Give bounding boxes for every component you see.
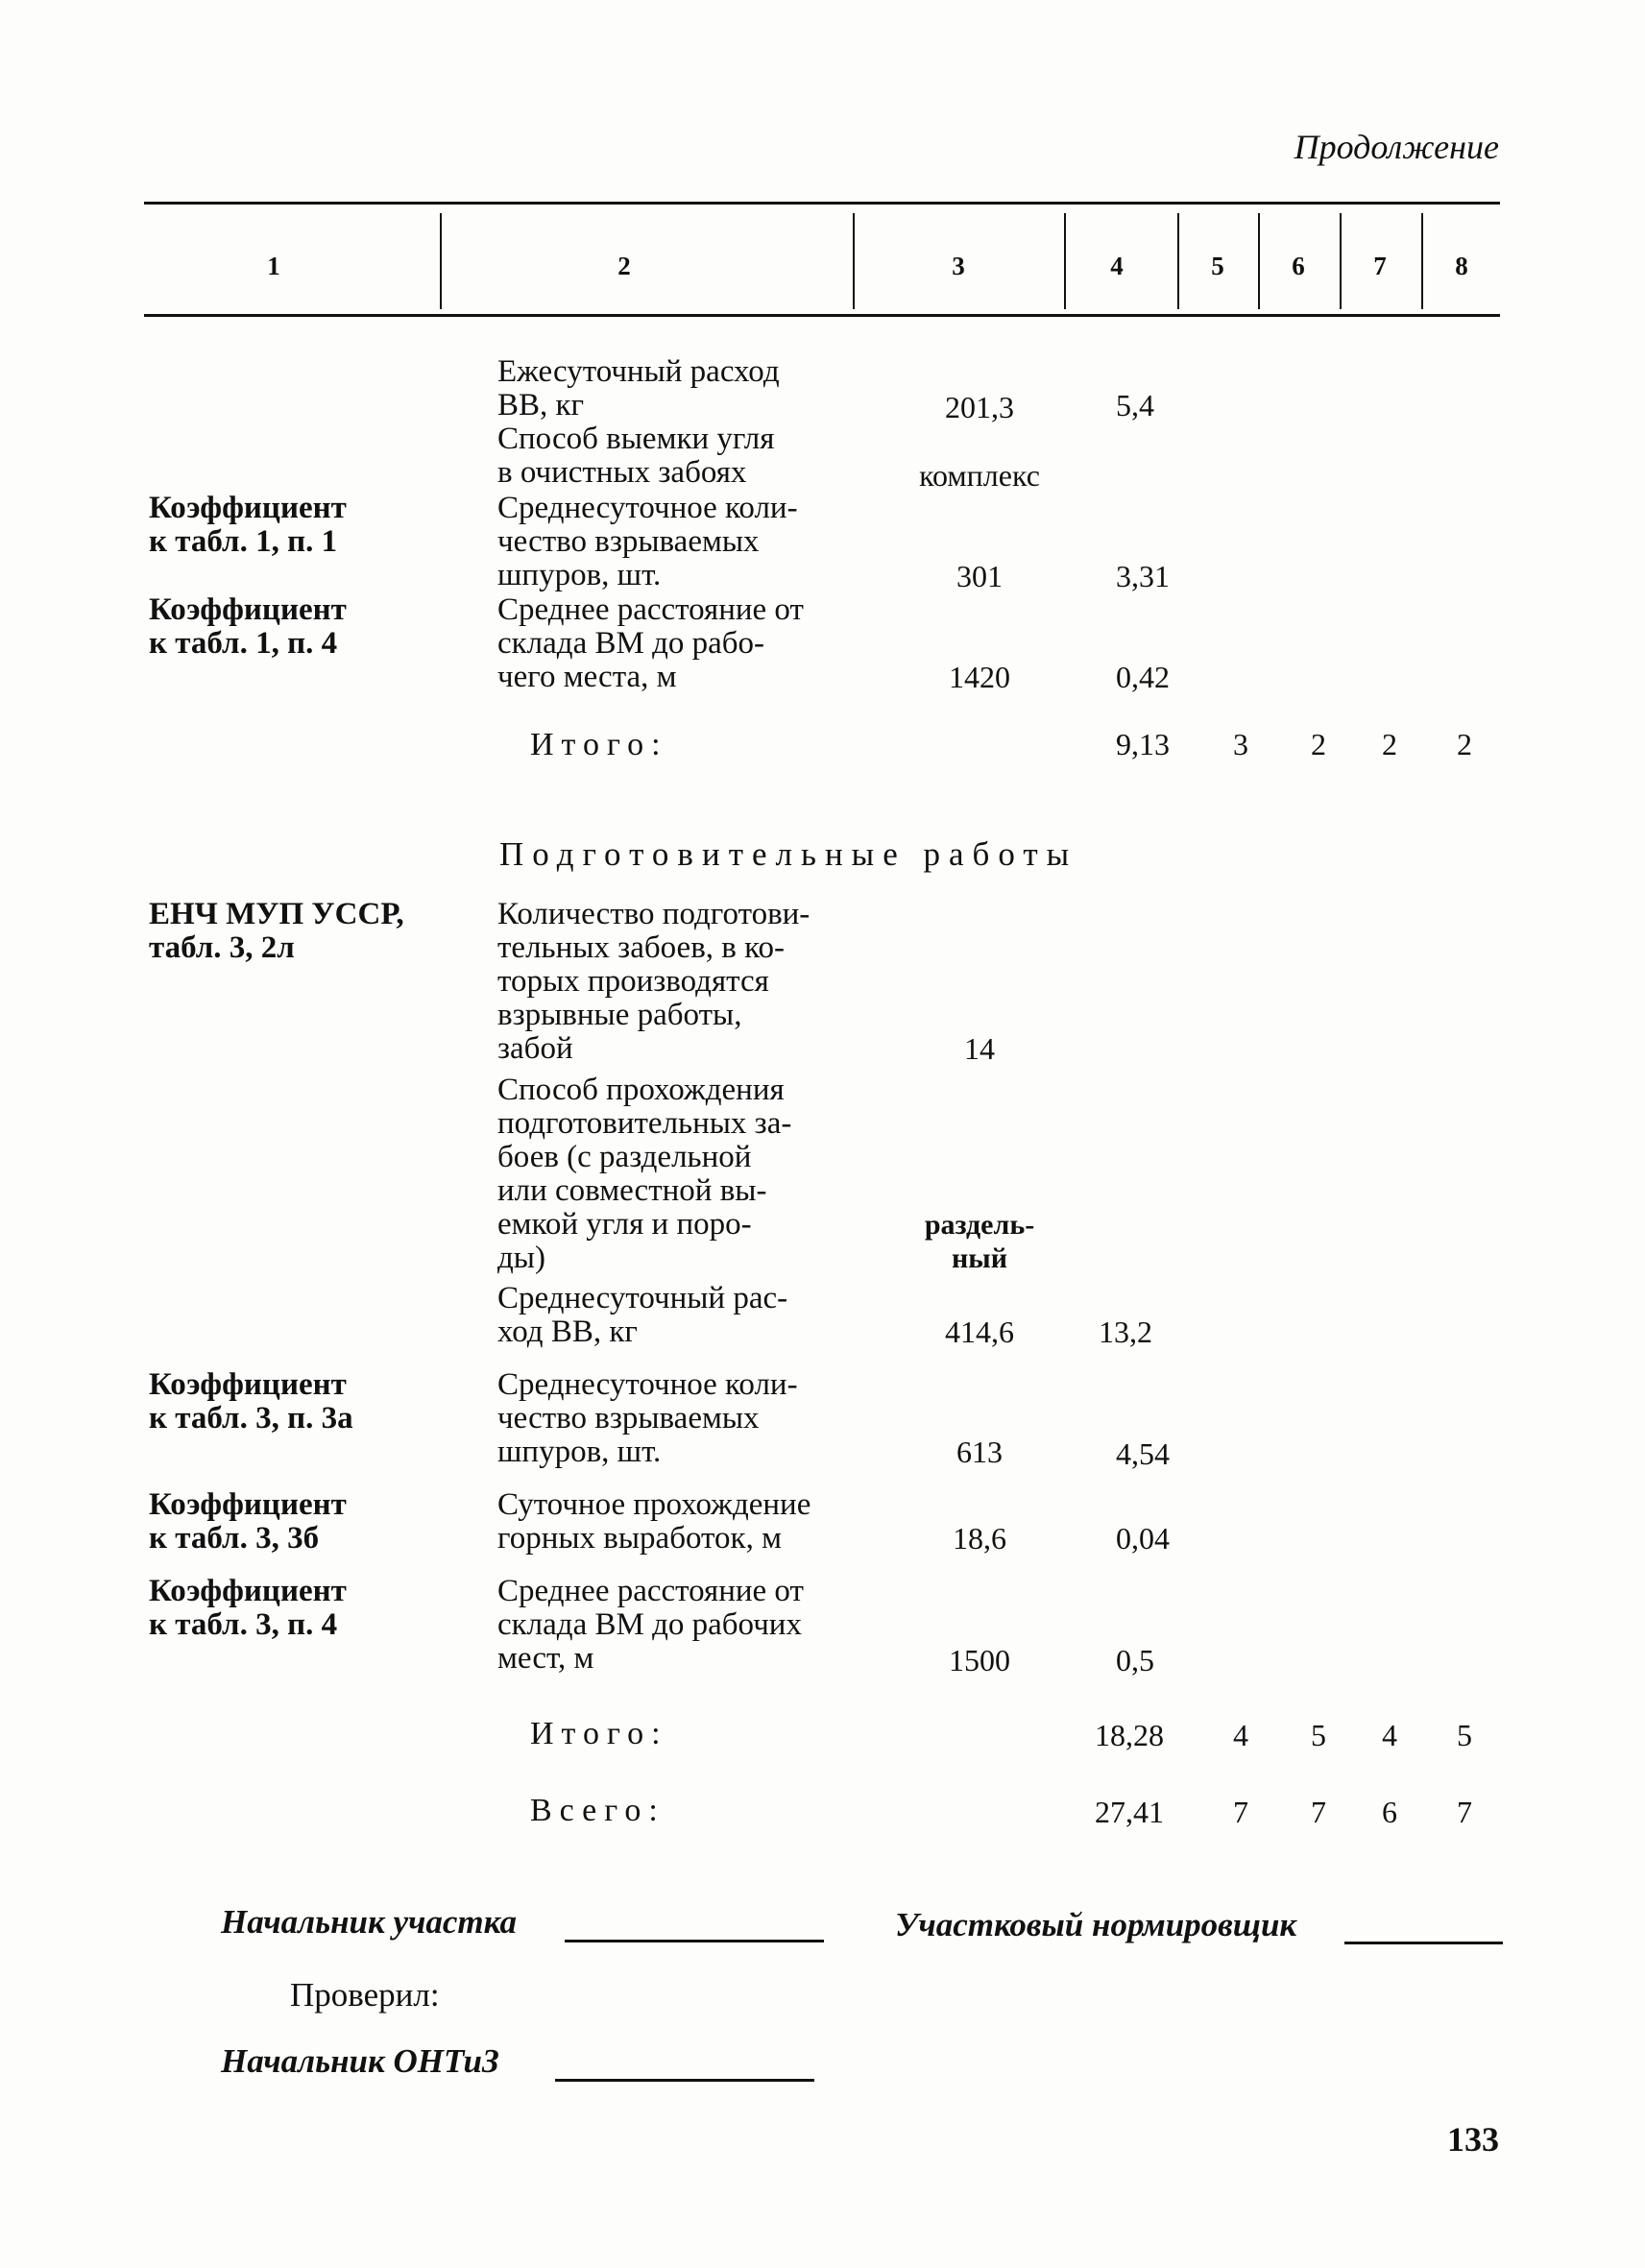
row-description: Способ прохождения подготовительных за- боев (с раздельной или совместной вы- емкой угля и поро- ды) (497, 1073, 792, 1275)
column-divider (853, 213, 855, 309)
row-value-col3: 301 (956, 559, 1003, 593)
column-number: 7 (1373, 252, 1387, 280)
total-col4: 18,28 (1095, 1718, 1164, 1752)
grand-total-label: Всего: (530, 1793, 665, 1828)
row-description: Ежесуточный расход ВВ, кг (497, 354, 780, 422)
total-col4: 9,13 (1116, 727, 1170, 761)
row-reference: Коэффициент к табл. 3, п. 4 (149, 1574, 347, 1642)
total-col8: 5 (1457, 1718, 1472, 1752)
grand-total-col6: 7 (1311, 1795, 1326, 1829)
row-value-col3: 414,6 (945, 1315, 1014, 1349)
row-value-col3: 14 (964, 1031, 995, 1066)
row-reference: Коэффициент к табл. 1, п. 4 (149, 592, 347, 661)
row-description: Способ выемки угля в очистных забоях (497, 422, 775, 490)
row-value-col4: 5,4 (1116, 388, 1154, 422)
row-value-col4: 0,5 (1116, 1643, 1154, 1677)
column-number: 1 (267, 252, 280, 280)
total-col7: 4 (1382, 1718, 1397, 1752)
row-description: Количество подготови- тельных забоев, в ко- торых производятся взрывные работы, забой (497, 897, 810, 1066)
grand-total-col4: 27,41 (1095, 1795, 1164, 1829)
total-label: Итого: (530, 1716, 668, 1751)
row-value-col3: раздель- ный (924, 1209, 1035, 1274)
row-description: Среднее расстояние от склада ВМ до рабо- чего места, м (497, 592, 804, 694)
column-divider (1421, 213, 1423, 309)
row-description: Среднесуточное коли- чество взрываемых шпуров, шт. (497, 491, 798, 592)
row-value-col3: 613 (956, 1435, 1003, 1469)
column-number: 2 (617, 252, 631, 280)
row-description: Среднесуточное коли- чество взрываемых шпуров, шт. (497, 1367, 798, 1469)
row-value-col4: 13,2 (1099, 1315, 1152, 1349)
row-reference: Коэффициент к табл. 1, п. 1 (149, 491, 347, 559)
section-title: Подготовительные работы (499, 835, 1078, 873)
total-col6: 5 (1311, 1718, 1326, 1752)
signature-line (565, 1940, 824, 1942)
row-value-col3: 201,3 (945, 390, 1014, 424)
total-col6: 2 (1311, 727, 1326, 761)
row-value-col4: 0,42 (1116, 660, 1170, 694)
row-value-col4: 0,04 (1116, 1521, 1170, 1556)
column-number: 6 (1292, 252, 1305, 280)
column-number: 5 (1211, 252, 1224, 280)
total-col8: 2 (1457, 727, 1472, 761)
column-divider (1177, 213, 1179, 309)
column-divider (1340, 213, 1342, 309)
signature-line (555, 2079, 814, 2082)
column-divider (1258, 213, 1260, 309)
grand-total-col5: 7 (1233, 1795, 1248, 1829)
row-value-col3: 1500 (949, 1643, 1010, 1677)
checked-label: Проверил: (290, 1976, 440, 2014)
total-label: Итого: (530, 727, 668, 762)
row-description: Суточное прохождение горных выработок, м (497, 1487, 811, 1556)
grand-total-col8: 7 (1457, 1795, 1472, 1829)
column-number: 8 (1455, 252, 1468, 280)
chief-section-label: Начальник участка (221, 1903, 518, 1941)
page-number: 133 (1447, 2120, 1499, 2159)
column-divider (1064, 213, 1066, 309)
total-col7: 2 (1382, 727, 1397, 761)
row-description: Среднее расстояние от склада ВМ до рабочих мест, м (497, 1574, 804, 1676)
normer-label: Участковый нормировщик (895, 1906, 1297, 1943)
row-value-col3: 1420 (949, 660, 1010, 694)
table-top-rule (144, 202, 1500, 205)
chief-ontiz-label: Начальник ОНТиЗ (221, 2042, 499, 2080)
table-header-bottom-rule (144, 314, 1500, 317)
column-divider (440, 213, 442, 309)
total-col5: 3 (1233, 727, 1248, 761)
row-description: Среднесуточный рас- ход ВВ, кг (497, 1281, 788, 1349)
signature-line (1344, 1942, 1503, 1944)
row-value-col4: 3,31 (1116, 559, 1170, 593)
row-reference: Коэффициент к табл. 3, 3б (149, 1487, 347, 1556)
continuation-note: Продолжение (1294, 128, 1499, 166)
row-value-col3: комплекс (919, 458, 1040, 493)
row-value-col3: 18,6 (953, 1521, 1006, 1556)
grand-total-col7: 6 (1382, 1795, 1397, 1829)
column-number: 3 (952, 252, 965, 280)
total-col5: 4 (1233, 1718, 1248, 1752)
row-reference: Коэффициент к табл. 3, п. 3а (149, 1367, 353, 1436)
row-reference: ЕНЧ МУП УССР, табл. 3, 2л (149, 897, 404, 965)
column-number: 4 (1110, 252, 1124, 280)
row-value-col4: 4,54 (1116, 1436, 1170, 1471)
